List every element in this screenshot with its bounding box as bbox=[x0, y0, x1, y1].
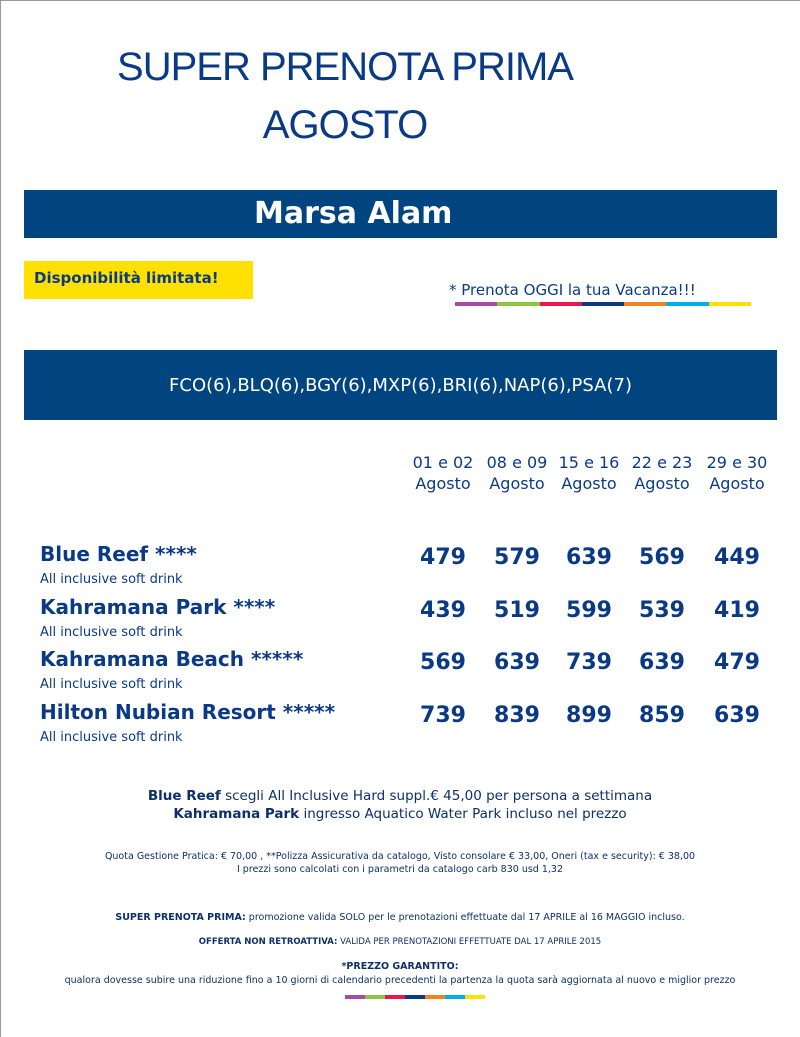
price-cell: 859 bbox=[639, 703, 685, 728]
guarantee-text: qualora dovesse subire una riduzione fino a 10 giorni di calendario precedenti la partenza la quota sarà aggiornata al nuovo e miglior prezzo bbox=[64, 975, 736, 986]
fees-note: Quota Gestione Pratica: € 70,00 , **Polizza Assicurativa da catalogo, Visto consolare € 33,00, Oneri (tax e security): € 38,00 bbox=[104, 851, 696, 862]
hotel-name: Hilton Nubian Resort ***** bbox=[40, 700, 336, 724]
hotel-board: All inclusive soft drink bbox=[40, 625, 183, 640]
date-month: Agosto bbox=[634, 474, 690, 493]
date-column-header bbox=[554, 452, 624, 494]
hotel-board: All inclusive soft drink bbox=[40, 572, 183, 587]
date-column-header bbox=[482, 452, 552, 494]
guarantee-title-text: *PREZZO GARANTITO: bbox=[341, 961, 459, 972]
offer-note-text: VALIDA PER PRENOTAZIONI EFFETTUATE DAL 17 APRILE 2015 bbox=[337, 937, 602, 947]
availability-text: Disponibilità limitata! bbox=[34, 269, 219, 287]
stripe-segment bbox=[405, 995, 425, 999]
kahramana-note-text: ingresso Aquatico Water Park incluso nel prezzo bbox=[299, 806, 627, 822]
hotel-board: All inclusive soft drink bbox=[40, 730, 183, 745]
offer-note-label: OFFERTA NON RETROATTIVA: bbox=[198, 937, 338, 947]
date-days: 08 e 09 bbox=[486, 453, 548, 472]
kahramana-note bbox=[0, 806, 800, 822]
price-cell: 599 bbox=[566, 598, 612, 623]
stripe-segment bbox=[582, 302, 624, 306]
price-cell: 839 bbox=[494, 703, 540, 728]
book-today-callout: * Prenota OGGI la tua Vacanza!!! bbox=[449, 281, 696, 299]
stripe-segment bbox=[709, 302, 751, 306]
stripe-segment bbox=[365, 995, 385, 999]
price-cell: 519 bbox=[494, 598, 540, 623]
stripe-segment bbox=[465, 995, 485, 999]
date-days: 29 e 30 bbox=[706, 453, 768, 472]
blue-reef-note bbox=[0, 788, 800, 804]
date-month: Agosto bbox=[709, 474, 765, 493]
hotel-name: Kahramana Beach ***** bbox=[40, 647, 304, 671]
parameters-note: I prezzi sono calcolati con i parametri da catalogo carb 830 usd 1,32 bbox=[236, 864, 563, 875]
date-column-header bbox=[408, 452, 478, 494]
date-column-header bbox=[627, 452, 697, 494]
date-month: Agosto bbox=[561, 474, 617, 493]
stripe-segment bbox=[624, 302, 666, 306]
price-cell: 899 bbox=[566, 703, 612, 728]
stripe-segment bbox=[666, 302, 708, 306]
price-cell: 739 bbox=[566, 650, 612, 675]
stripe-segment bbox=[345, 995, 365, 999]
page-title-line2: AGOSTO bbox=[262, 103, 428, 147]
date-days: 15 e 16 bbox=[558, 453, 620, 472]
promo-note bbox=[0, 912, 800, 923]
stripe-segment bbox=[455, 302, 497, 306]
price-cell: 539 bbox=[639, 598, 685, 623]
stripe-segment bbox=[497, 302, 539, 306]
destination-banner bbox=[24, 190, 777, 238]
price-cell: 449 bbox=[714, 545, 760, 570]
guarantee-title bbox=[0, 961, 800, 972]
price-cell: 639 bbox=[494, 650, 540, 675]
page-border-top bbox=[0, 0, 800, 1]
kahramana-note-label: Kahramana Park bbox=[173, 806, 300, 822]
blue-reef-note-text: scegli All Inclusive Hard suppl.€ 45,00 per persona a settimana bbox=[220, 788, 653, 804]
price-cell: 639 bbox=[714, 703, 760, 728]
date-days: 01 e 02 bbox=[412, 453, 474, 472]
stripe-segment bbox=[540, 302, 582, 306]
price-cell: 439 bbox=[420, 598, 466, 623]
price-cell: 639 bbox=[566, 545, 612, 570]
price-cell: 569 bbox=[639, 545, 685, 570]
blue-reef-note-label: Blue Reef bbox=[147, 788, 221, 804]
color-stripe-top bbox=[455, 302, 751, 306]
page-border-left bbox=[0, 0, 1, 1037]
availability-badge bbox=[24, 261, 253, 299]
price-cell: 479 bbox=[714, 650, 760, 675]
airports-banner bbox=[24, 350, 777, 420]
date-days: 22 e 23 bbox=[631, 453, 693, 472]
stripe-segment bbox=[385, 995, 405, 999]
price-cell: 419 bbox=[714, 598, 760, 623]
date-month: Agosto bbox=[415, 474, 471, 493]
offer-note bbox=[0, 937, 800, 947]
airports-list: FCO(6),BLQ(6),BGY(6),MXP(6),BRI(6),NAP(6),PSA(7) bbox=[169, 375, 632, 396]
promo-note-label: SUPER PRENOTA PRIMA: bbox=[115, 912, 246, 923]
page-title-line1: SUPER PRENOTA PRIMA bbox=[117, 45, 573, 89]
hotel-name: Kahramana Park **** bbox=[40, 595, 276, 619]
color-stripe-bottom bbox=[345, 995, 485, 999]
price-cell: 639 bbox=[639, 650, 685, 675]
destination-name: Marsa Alam bbox=[254, 196, 453, 231]
stripe-segment bbox=[425, 995, 445, 999]
date-column-header bbox=[702, 452, 772, 494]
price-cell: 479 bbox=[420, 545, 466, 570]
stripe-segment bbox=[445, 995, 465, 999]
promo-note-text: promozione valida SOLO per le prenotazioni effettuate dal 17 APRILE al 16 MAGGIO incluso. bbox=[245, 912, 685, 923]
price-cell: 569 bbox=[420, 650, 466, 675]
price-cell: 579 bbox=[494, 545, 540, 570]
hotel-board: All inclusive soft drink bbox=[40, 677, 183, 692]
price-cell: 739 bbox=[420, 703, 466, 728]
hotel-name: Blue Reef **** bbox=[40, 542, 197, 566]
date-month: Agosto bbox=[489, 474, 545, 493]
